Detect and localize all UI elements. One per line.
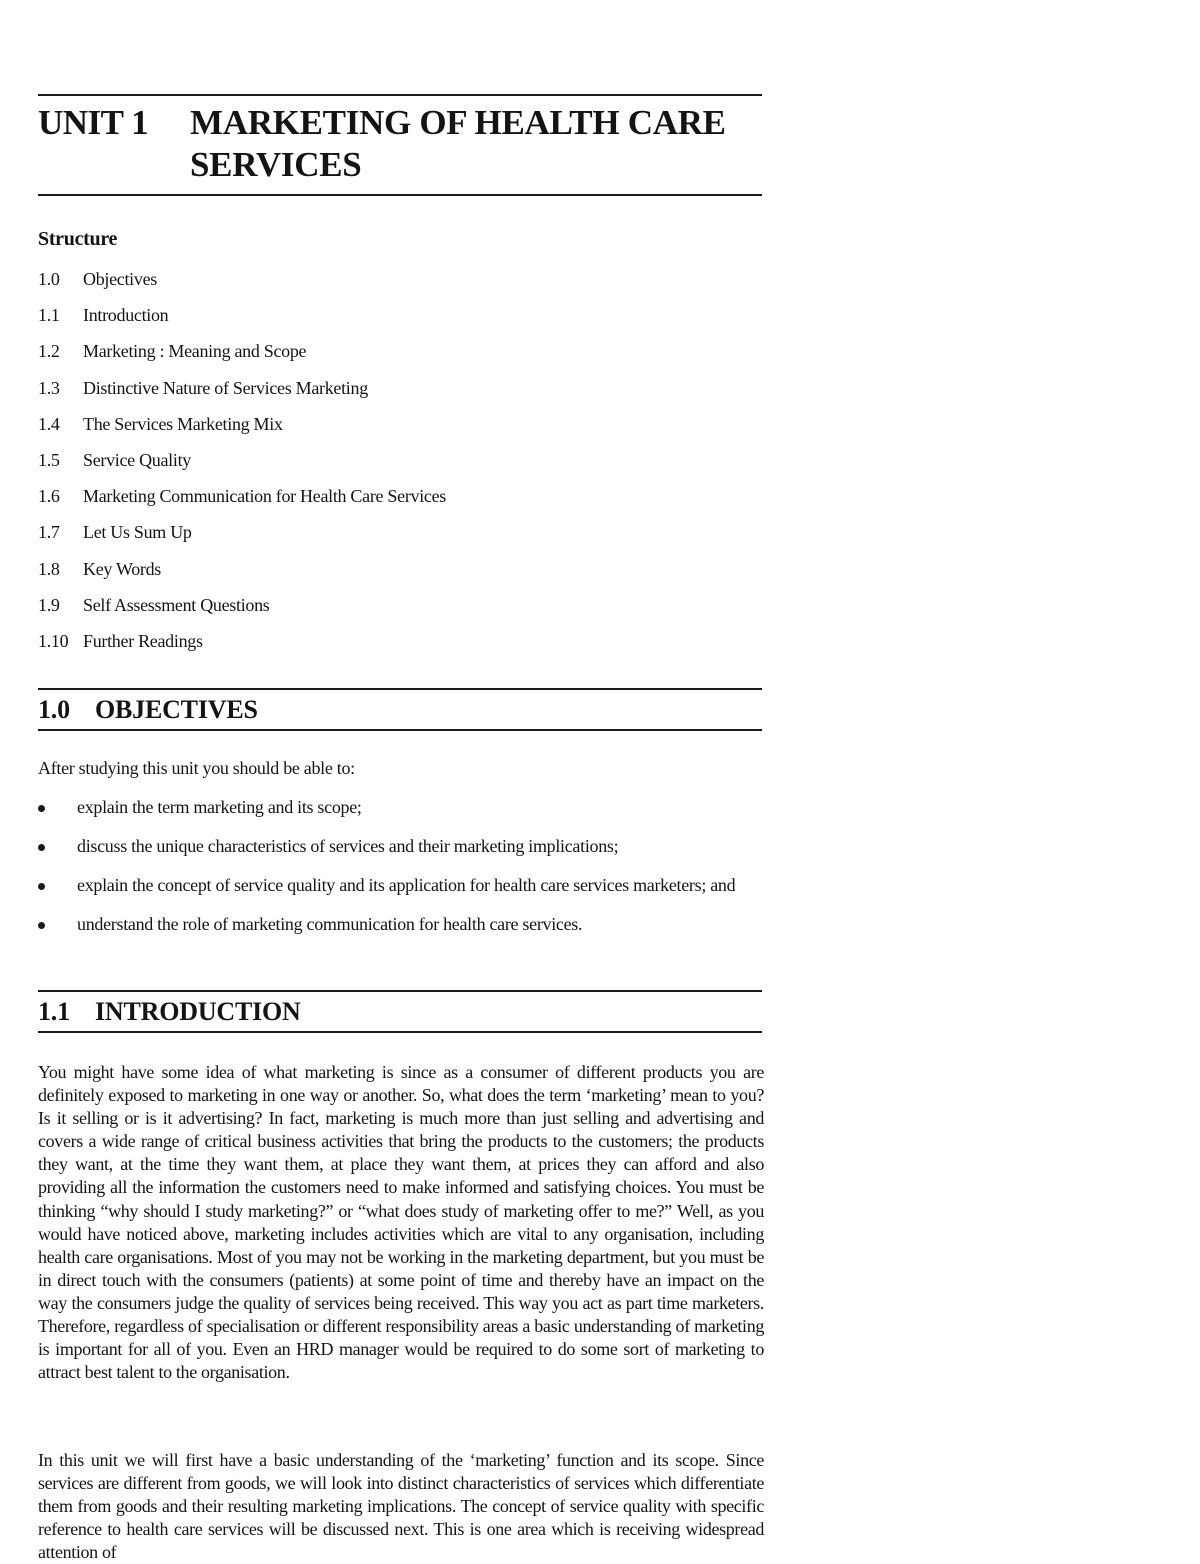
unit-title <box>190 102 726 186</box>
section-number: 1.0 <box>38 695 70 724</box>
section-title-text: OBJECTIVES <box>95 695 258 724</box>
introduction-paragraph-2: In this unit we will first have a basic understanding of the ‘marketing’ function and its scope. Since services are different from goods, we will look into distinct characteristics of services which differentiate them from goods and their resulting marketing implications. The concept of service quality with specific reference to health care services will be discussed next. This is one area which is receiving widespread attention of <box>38 1450 764 1563</box>
toc-item <box>38 406 446 442</box>
toc-item <box>38 478 446 514</box>
toc-item <box>38 514 446 550</box>
objective-text: understand the role of marketing communication for health care services. <box>77 914 583 934</box>
objective-text: discuss the unique characteristics of services and their marketing implications; <box>77 836 619 856</box>
toc-number: 1.6 <box>38 486 60 507</box>
section-bottom-rule <box>38 729 762 731</box>
structure-heading: Structure <box>38 228 118 250</box>
toc-item <box>38 623 446 659</box>
toc-number: 1.0 <box>38 269 60 289</box>
toc-label: Distinctive Nature of Services Marketing <box>83 377 368 398</box>
bullet-icon <box>38 922 45 929</box>
toc-label: The Services Marketing Mix <box>83 413 283 434</box>
bullet-icon <box>38 844 45 851</box>
toc-item <box>38 297 446 333</box>
toc-number: 1.2 <box>38 341 60 362</box>
toc-item <box>38 587 446 623</box>
unit-title-line-1: MARKETING OF HEALTH CARE <box>190 103 726 142</box>
toc-number: 1.10 <box>38 630 69 651</box>
toc-number: 1.7 <box>38 522 60 543</box>
objectives-intro: After studying this unit you should be able to: <box>38 758 355 778</box>
bullet-icon <box>38 883 45 890</box>
toc-label: Service Quality <box>83 449 191 470</box>
section-title <box>38 992 762 1031</box>
toc-label: Marketing Communication for Health Care Services <box>83 486 446 507</box>
toc-item <box>38 333 446 369</box>
objective-item <box>38 913 762 936</box>
introduction-heading <box>38 990 762 1033</box>
objective-text: explain the term marketing and its scope; <box>77 797 362 817</box>
toc-number: 1.5 <box>38 449 60 470</box>
header-bottom-rule <box>38 194 762 196</box>
toc-label: Further Readings <box>83 630 203 651</box>
unit-title-line-2: SERVICES <box>190 145 362 184</box>
unit-label: UNIT 1 <box>38 103 149 142</box>
objective-item <box>38 796 762 819</box>
objectives-list <box>38 796 762 952</box>
section-number: 1.1 <box>38 997 70 1026</box>
toc-number: 1.8 <box>38 558 60 579</box>
toc-label: Marketing : Meaning and Scope <box>83 341 307 362</box>
section-title <box>38 690 762 729</box>
toc-list <box>38 261 446 659</box>
introduction-paragraph-1: You might have some idea of what marketing is since as a consumer of different products you are definitely exposed to marketing in one way or another. So, what does the term ‘marketing’ mean to you? Is it selling or is it advertising? In fact, marketing is much more than just selling and advertising and covers a wide range of critical business activities that bring the products to the customers; the products they want, at the time they want them, at place they want them, at prices they can afford and also providing all the information the customers need to make informed and satisfying choices. You must be thinking “why should I study marketing?” or “what does study of marketing offer to me?” Well, as you would have noticed above, marketing includes activities which are vital to any organisation, including health care organisations. Most of you may not be working in the marketing department, but you must be in direct touch with the consumers (patients) at some point of time and thereby have an impact on the way the consumers judge the quality of services being received. This way you act as part time marketers. Therefore, regardless of specialisation or different responsibility areas a basic understanding of marketing is important for all of you. Even an HRD manager would be required to do some sort of marketing to attract best talent to the organisation. <box>38 1062 764 1383</box>
toc-number: 1.4 <box>38 413 60 434</box>
objective-item <box>38 835 762 858</box>
toc-number: 1.1 <box>38 305 60 326</box>
toc-label: Introduction <box>83 305 169 326</box>
toc-item <box>38 370 446 406</box>
toc-label: Let Us Sum Up <box>83 522 192 543</box>
section-title-text: INTRODUCTION <box>95 997 301 1026</box>
objective-text: explain the concept of service quality and its application for health care services marketers; and <box>77 875 736 895</box>
unit-header <box>38 94 762 196</box>
bullet-icon <box>38 805 45 812</box>
toc-item <box>38 261 446 297</box>
toc-item <box>38 551 446 587</box>
objectives-heading <box>38 688 762 731</box>
objective-item <box>38 874 762 897</box>
toc-number: 1.9 <box>38 594 60 615</box>
toc-label: Self Assessment Questions <box>83 594 270 615</box>
toc-label: Objectives <box>83 269 157 289</box>
toc-item <box>38 442 446 478</box>
toc-number: 1.3 <box>38 377 60 398</box>
toc-label: Key Words <box>83 558 162 579</box>
section-bottom-rule <box>38 1031 762 1033</box>
structure-section <box>38 228 446 659</box>
